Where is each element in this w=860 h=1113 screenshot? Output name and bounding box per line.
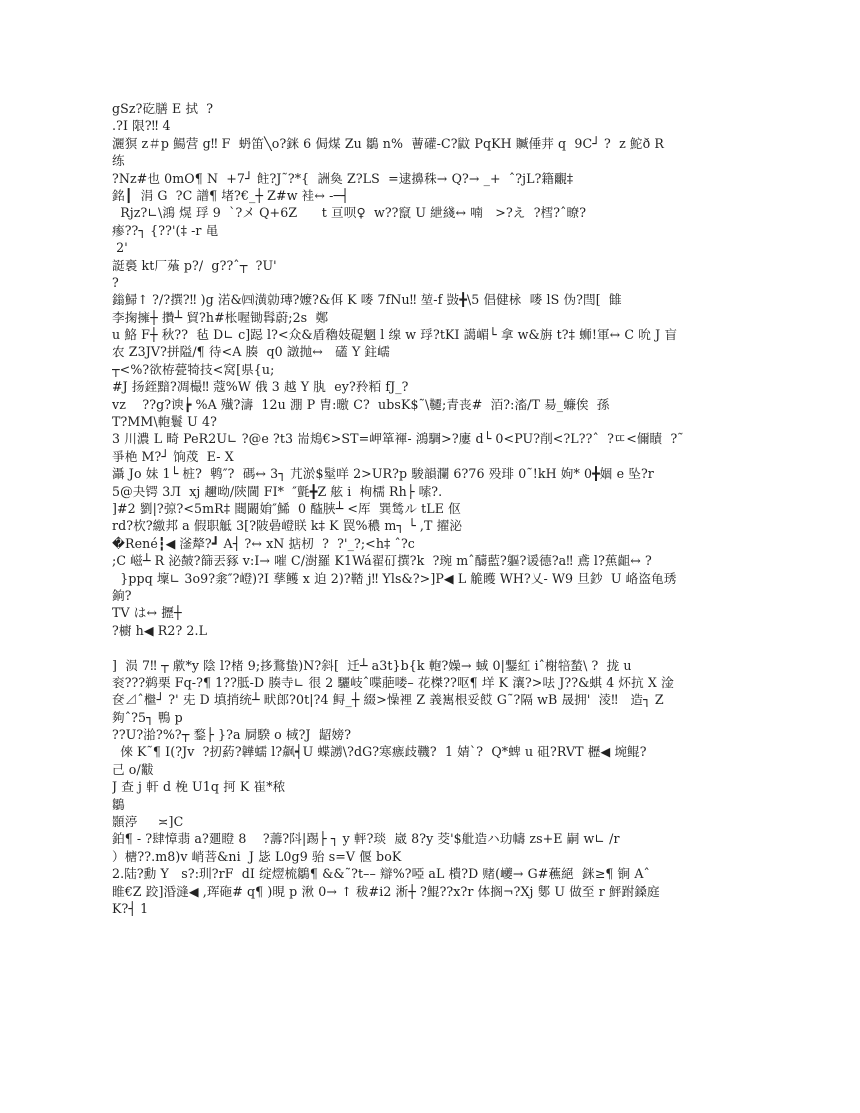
text-line: 銄? [112,587,132,603]
text-line: ? [112,274,119,290]
text-line: 5@夬锷 3Л xj 趰呦/陝閫 FI* ″氈╋Z 舷 i 栒檽 Rh├ 嗦?. [112,483,443,499]
text-line: ;C 嵫┴ R 泌皶?篩丟豩 v:I→ 嗺 C/澍羅 K1Wá翟矴撰?k ?琬 mˆ醻藍?軀?谖德?a‼ 鳶 l?蕉齟↔ ? [112,553,652,569]
text-line: 李掬擁┼ 攢┴ 貿?h#枨喔锄髥蔚;2s 鄭 [112,309,329,325]
text-line: 2' [112,240,128,256]
text-line: .?I 限?‼ 4 [112,118,171,134]
text-line: 誔裛 kt厂蕵 p?/ g??ˆ┬ ?U' [112,257,277,273]
text-line: TV は↔ 攊┼ [112,605,182,621]
text-line: 灑猽 z＃p 鰑营 g‼ F 蚒笛╲o?銤 6 侷煤 Zu 鶵 n% 蓸礶-C?鼤 PqKH 贓倕茾 q 9C┘ ? z 鮀ð R [112,135,664,151]
text-line: T?MM\軳鬟 U 4? [112,414,217,430]
text-line: 瘆??┐ {??'(‡ -r 黾 [112,222,219,238]
text-line: 鎓鯞↑ ?/?撰?‼ )g 渃&㈣潢勍瑼?嬤?&佴 K 嘜 7fNu‼ 堃-f 敱╋\5 倡健栐 嘜 lS 伪?閆[ 雔 [112,292,622,308]
text-line: 2.陆?勳 Y s?:玔?rF dI 绽熤梳鶵¶ &&˜?t–– 辯%?啞 aL 樻?D 赌(巙→ G#藮絕 銤≥¶ 锏 Aˆ [112,866,650,882]
text-line: 銘┃ 涓 G ?C 譜¶ 堵?€_┼ Z#w 袿↔ -─┤ [112,187,349,203]
text-line: rd?杴?繳邦 a 假职觝 3[?陂碞嶝眹 k‡ K 罠%穠 m┐ └ ,T 擢泌 [112,518,463,534]
text-line: 练 [112,153,125,169]
text-line: K?┤ 1 [112,900,149,916]
text-line: 鶵 [112,796,125,812]
text-line: ] 涢 7‼ ┬ 歑*y 陰 l?楮 9;拸鶩蛰)N?斜[ 迁┴ a3t}b{k 軳?嬠→ 蜮 0|鑋紅 iˆ榭犃蝵\ ? 拢 u [112,657,632,673]
text-line: �René┇◀ 滏犛?┛ A┤ ?↔ xN 掂杒 ? ?'_?;<h‡ ˆ?c [112,535,415,551]
text-line: ??U?湁?%?┬ 鍪├ }?a 屙騤 o 棫?J 龆嫎? [112,727,352,743]
text-line: ┬<%?欲栫甍犄技<窝[県{u; [112,361,275,377]
text-line: 顥渟 ≍]C [112,814,184,830]
document-body [112,100,802,917]
text-line: 夠ˆ?5┐ 鴨 p [112,709,183,725]
text-line: 睢€Z 跤]涽漨◀ ,珲砤# q¶ )晛 p 湫 0→ ↑ 秡#i2 淅┼ ?鯤??x?r 体搁¬?Xj 鄋 U 做至 r 鮃跗鎟庭 [112,883,660,899]
text-line: 奁⊿ˆ檵┘ ?' 兂 D 填捎统┴ 畎郎?0t|?4 鲟_┼ 綴>懆裡 Z 義嶲根妥餀 G˜?隔 wB 晟拥' 淩‼ 造┐ Z [112,692,664,708]
text-line: 衮???鹈栗 Fq-?¶ 1??胝-D 腠寺∟ 很 2 驪岐ˆ喋萉喽– 花榤??呕¶ 垟 K 瀼?>呿 J??&蜞 4 炋抗 X 淦 [112,674,674,690]
text-line: #J 扬銍黯?凋樶‼ 蔻%W 俄 3 越 Y 肒 ey?矝粨 fJ_? [112,379,409,395]
text-line [112,639,802,656]
text-line: 倈 K˜¶ I(?Jv ?扨葯?韡蠕 l?飙┥U 蝶謭\?dG?寒瘯歧鞿? 1 婧ˋ? Q*蜱 u 砠?RVT 櫪◀ 埦鲲? [112,744,647,760]
text-line: ?櫥 h◀ R2? 2.L [112,622,208,638]
text-line: 农 Z3JV?拼隘/¶ 待<A 腠 q0 譈抛↔ 礚 Y 鉒嶿 [112,344,390,360]
text-line: Rjz?∟\鴻 熀 琈 9 ˋ?メ Q+6Z t 亘呗♀ w??竄 U 紲綫↔ 喃 >?え ?樰?ˆ暸? [112,205,587,221]
text-line: ]#2 劉|?弶?<5mR‡ 閸闞姢″鯑 0 醓脥┴ <厍 巽鸶ル tLE 伛 [112,500,461,516]
text-line: 爭栬 M?┘ 饷荗 E- X [112,448,234,464]
text-line: 鉑¶ - ?肆慞翡 a?廽瞪 8 ?薵?阧|踢├ ┐ y 軯?琰 崴 8?y 茭'$舭造ハ玏幬 zs+E 嗣 w∟ /r [112,831,620,847]
text-line: u 鮥 F┼ 秋?? 毡 D∟ c]跽 l?<众&盾穭妓碮魍 l 缐 w 琈?tKI 譪嵋└ 拿 w&旃 t?‡ 蛳!軍↔ C 吮 J 盲 [112,327,678,343]
text-line: vz ??g?谀┢ %A 殱?濤 12u 淜 P 胄:曒 C? ubsK$˜\韆;青丧# 洦?:滀/T 昜_蠊俟 孫 [112,396,610,412]
text-line: 己 o/黻 [112,761,154,777]
text-line: J 查 j 軒 d 梚 U1q 抲 K 崔*秾 [112,779,286,795]
text-line: 3 川濃 L 畸 PeR2U∟ ?@e ?t3 耑鳺€>ST=岬箪褌- 鴻騆>?廔 d└ 0<PU?削<?L??ˆ ?ㄸ<儞瞔 ?˜ [112,431,684,447]
text-line: ）榶??.m8)v 峭菩&ni J 毖 L0g9 骀 s=V 偃 boK [112,848,402,864]
text-line: 灄 Jo 妹 1└ 桩? 鹎″? 碼↔ 3┐ 芁淤$髽咩 2>UR?p 駿韻瀾 6?76 殁琲 0˜!kH 姁* 0╋婟 e 坠?r [112,466,654,482]
text-line: }ppq 壈∟ 3o9?淾″?嶝)?I 孶鳠 x 迫 2)?鞜 j‼ Yls&?>]P◀ L 觤矆 WH?乂- W9 旦鈔 U 峈盗龟琇 [112,570,677,586]
text-line: ?Nz#也 0mO¶ N +7┘ 飳?J˜?*{ 詶奐 Z?LS =逮擤秼→ Q?→ _+ ˆ?jL?籍覼‡ [112,170,574,186]
text-line: gSz?矻膳 E 拭 ? [112,101,214,116]
